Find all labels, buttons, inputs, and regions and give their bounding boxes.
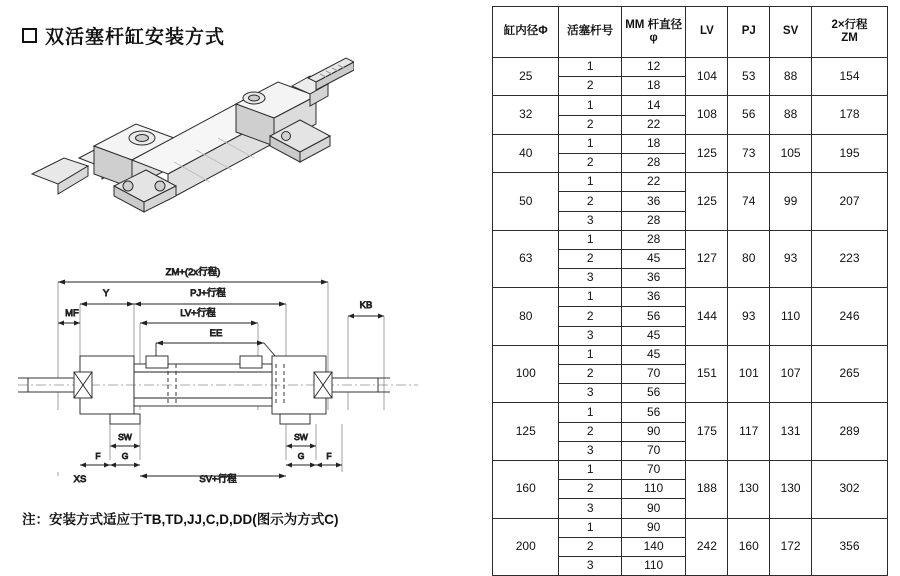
cell-pj: 80 [728, 230, 770, 288]
cell-rod-dia: 110 [621, 556, 686, 575]
cell-zm: 223 [812, 230, 888, 288]
dim-label-mf: MF [65, 308, 79, 319]
cell-zm: 302 [812, 460, 888, 518]
cell-rod-no: 1 [559, 518, 621, 537]
header-bore: 缸内径Φ [493, 7, 559, 58]
table-row [493, 230, 888, 249]
cell-rod-dia: 56 [621, 403, 686, 422]
dim-label-pj: PJ+行程 [190, 288, 226, 299]
dim-label-zm: ZM+(2x行程) [165, 267, 221, 278]
cell-sv: 172 [770, 518, 812, 576]
cell-bore: 40 [493, 134, 559, 172]
cell-bore: 32 [493, 96, 559, 134]
cell-rod-no: 1 [559, 58, 621, 77]
cell-bore: 63 [493, 230, 559, 288]
cell-rod-no: 3 [559, 556, 621, 575]
cell-rod-no: 1 [559, 134, 621, 153]
cell-sv: 107 [770, 345, 812, 403]
cell-sv: 131 [770, 403, 812, 461]
dim-label-y: Y [102, 288, 110, 299]
cell-rod-dia: 18 [621, 134, 686, 153]
cell-rod-dia: 28 [621, 153, 686, 172]
dim-label-g-right: G [297, 451, 305, 461]
cell-bore: 160 [493, 460, 559, 518]
cell-rod-no: 2 [559, 307, 621, 326]
table-row [493, 96, 888, 115]
dim-label-sv: SV+行程 [199, 474, 237, 485]
cell-rod-dia: 36 [621, 288, 686, 307]
table-row [493, 134, 888, 153]
cell-rod-dia: 14 [621, 96, 686, 115]
dim-label-f-left: F [95, 451, 101, 461]
cell-bore: 80 [493, 288, 559, 346]
cell-lv: 242 [686, 518, 728, 576]
cell-bore: 125 [493, 403, 559, 461]
cell-rod-dia: 18 [621, 77, 686, 96]
dim-label-kb: KB [359, 300, 373, 311]
spec-table-body [493, 58, 888, 576]
cell-rod-no: 3 [559, 326, 621, 345]
cell-bore: 100 [493, 345, 559, 403]
cell-zm: 265 [812, 345, 888, 403]
cell-rod-dia: 70 [621, 460, 686, 479]
section-title [22, 22, 225, 49]
cell-rod-no: 3 [559, 384, 621, 403]
cell-bore: 25 [493, 58, 559, 96]
cell-rod-no: 3 [559, 499, 621, 518]
header-zm-line2: ZM [841, 32, 858, 44]
cell-lv: 125 [686, 134, 728, 172]
header-rod-dia-line1: MM 杆直径 [625, 18, 683, 31]
cell-rod-dia: 45 [621, 345, 686, 364]
cell-rod-dia: 36 [621, 269, 686, 288]
cell-sv: 88 [770, 96, 812, 134]
cell-rod-dia: 45 [621, 249, 686, 268]
cell-lv: 104 [686, 58, 728, 96]
spec-table [492, 6, 888, 576]
table-row [493, 403, 888, 422]
cell-rod-dia: 22 [621, 173, 686, 192]
cell-rod-no: 3 [559, 269, 621, 288]
cell-rod-no: 2 [559, 77, 621, 96]
page-title: 双活塞杆缸安装方式 [45, 27, 226, 48]
cell-rod-no: 2 [559, 537, 621, 556]
cell-rod-dia: 90 [621, 518, 686, 537]
header-lv: LV [686, 7, 728, 58]
cell-zm: 178 [812, 96, 888, 134]
cell-zm: 246 [812, 288, 888, 346]
dim-label-sw-right: SW [294, 432, 308, 442]
cell-lv: 144 [686, 288, 728, 346]
cell-rod-dia: 90 [621, 499, 686, 518]
cell-rod-no: 3 [559, 211, 621, 230]
cell-pj: 117 [728, 403, 770, 461]
dim-label-ee: EE [209, 328, 223, 339]
cell-bore: 50 [493, 173, 559, 231]
cell-rod-no: 2 [559, 249, 621, 268]
cell-pj: 130 [728, 460, 770, 518]
cell-lv: 151 [686, 345, 728, 403]
cell-rod-no: 2 [559, 480, 621, 499]
cell-rod-no: 2 [559, 192, 621, 211]
dimension-drawing-svg [18, 260, 458, 490]
cell-rod-dia: 28 [621, 211, 686, 230]
cell-lv: 125 [686, 173, 728, 231]
cell-zm: 289 [812, 403, 888, 461]
dim-label-g-left: G [121, 451, 129, 461]
cell-rod-dia: 70 [621, 365, 686, 384]
cell-zm: 154 [812, 58, 888, 96]
cell-rod-dia: 70 [621, 441, 686, 460]
cell-rod-dia: 12 [621, 58, 686, 77]
cell-rod-dia: 22 [621, 115, 686, 134]
footnote: 注：安装方式适应于TB,TD,JJ,C,D,DD(图示为方式C) [22, 512, 339, 527]
cell-pj: 101 [728, 345, 770, 403]
table-row [493, 518, 888, 537]
bullet-square-icon [22, 28, 37, 43]
cell-rod-dia: 110 [621, 480, 686, 499]
table-row [493, 58, 888, 77]
cell-rod-no: 1 [559, 96, 621, 115]
dim-label-sw-left: SW [118, 432, 132, 442]
header-rod-dia [621, 7, 686, 58]
cell-rod-dia: 140 [621, 537, 686, 556]
cell-rod-no: 2 [559, 153, 621, 172]
cell-sv: 110 [770, 288, 812, 346]
table-row [493, 173, 888, 192]
cell-rod-no: 2 [559, 115, 621, 134]
cell-lv: 127 [686, 230, 728, 288]
cell-pj: 160 [728, 518, 770, 576]
cell-rod-dia: 90 [621, 422, 686, 441]
cell-lv: 108 [686, 96, 728, 134]
cell-rod-no: 1 [559, 345, 621, 364]
table-header-row [493, 7, 888, 58]
cell-pj: 93 [728, 288, 770, 346]
header-zm [812, 7, 888, 58]
cell-rod-dia: 36 [621, 192, 686, 211]
table-row [493, 460, 888, 479]
cell-rod-no: 3 [559, 441, 621, 460]
cell-rod-no: 1 [559, 460, 621, 479]
cell-rod-no: 1 [559, 230, 621, 249]
cell-pj: 73 [728, 134, 770, 172]
dim-label-lv: LV+行程 [180, 308, 216, 319]
cell-bore: 200 [493, 518, 559, 576]
table-row [493, 345, 888, 364]
cell-rod-dia: 45 [621, 326, 686, 345]
cell-zm: 207 [812, 173, 888, 231]
header-rod-dia-line2: φ [649, 32, 658, 44]
product-photo [24, 46, 354, 236]
cell-zm: 195 [812, 134, 888, 172]
spec-table-head [493, 7, 888, 58]
cell-sv: 130 [770, 460, 812, 518]
header-rod-no: 活塞杆号 [559, 7, 621, 58]
table-row [493, 288, 888, 307]
cell-rod-no: 1 [559, 288, 621, 307]
cell-rod-no: 1 [559, 173, 621, 192]
cell-sv: 93 [770, 230, 812, 288]
cell-pj: 56 [728, 96, 770, 134]
cell-pj: 53 [728, 58, 770, 96]
dimension-drawing [18, 260, 458, 490]
cell-lv: 175 [686, 403, 728, 461]
cell-pj: 74 [728, 173, 770, 231]
cell-rod-dia: 56 [621, 384, 686, 403]
dim-label-xs: XS [73, 474, 87, 485]
cell-rod-dia: 56 [621, 307, 686, 326]
cell-zm: 356 [812, 518, 888, 576]
product-photo-svg [24, 46, 354, 236]
header-sv: SV [770, 7, 812, 58]
cell-rod-no: 2 [559, 365, 621, 384]
spec-table-wrap [492, 6, 892, 576]
cell-sv: 88 [770, 58, 812, 96]
cell-rod-no: 2 [559, 422, 621, 441]
header-pj: PJ [728, 7, 770, 58]
cell-sv: 105 [770, 134, 812, 172]
cell-rod-dia: 28 [621, 230, 686, 249]
cell-lv: 188 [686, 460, 728, 518]
cell-sv: 99 [770, 173, 812, 231]
dim-label-f-right: F [326, 451, 332, 461]
cell-rod-no: 1 [559, 403, 621, 422]
header-zm-line1: 2×行程 [831, 18, 868, 31]
